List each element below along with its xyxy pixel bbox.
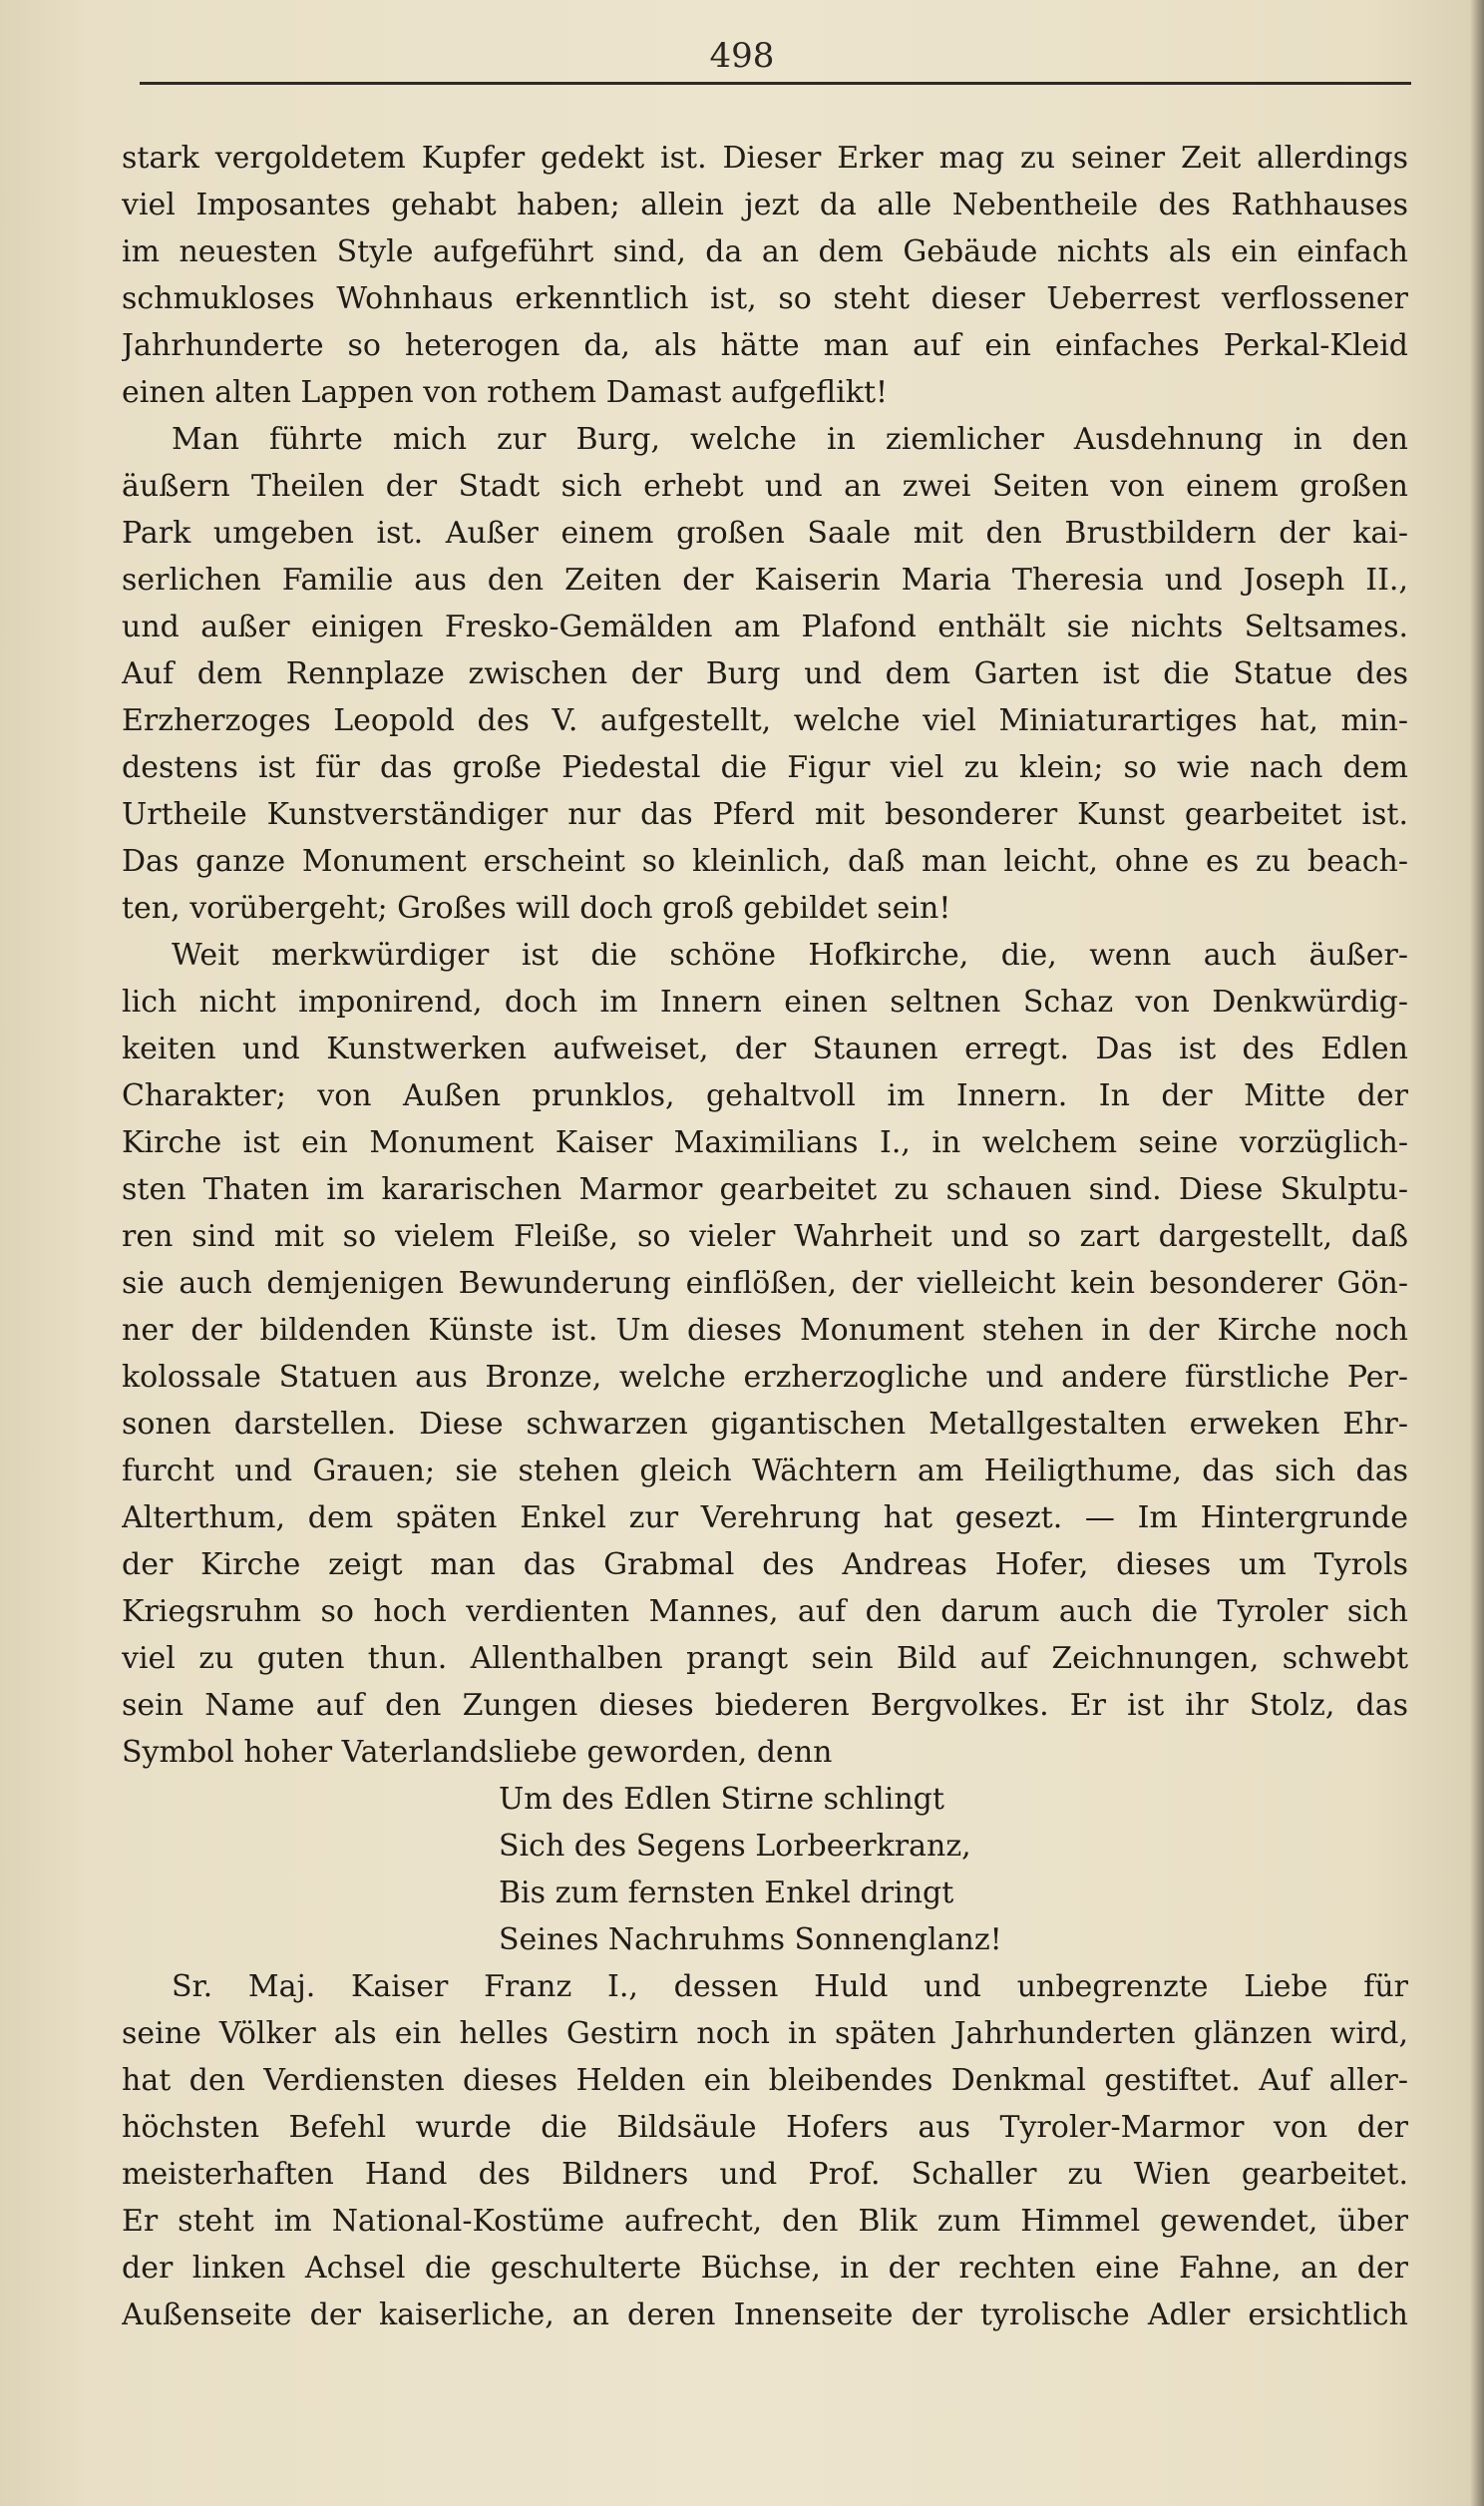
page-number: 498 [709, 36, 775, 76]
text-line: Jahrhunderte so heterogen da, als hätte man auf ein einfaches Perkal-Kleid [122, 328, 1408, 363]
text-line: der linken Achsel die geschulterte Büchse, in der rechten eine Fahne, an der [122, 2251, 1408, 2286]
text-line: ren sind mit so vielem Fleiße, so vieler Wahrheit und so zart dargestellt, daß [122, 1219, 1408, 1254]
text-line: viel Imposantes gehabt haben; allein jezt da alle Nebentheile des Rathhauses [122, 188, 1408, 222]
text-line: der Kirche zeigt man das Grabmal des Andreas Hofer, dieses um Tyrols [122, 1547, 1408, 1582]
text-line: sie auch demjenigen Bewunderung einflößen, der vielleicht kein besonderer Gön- [122, 1266, 1408, 1301]
text-line: seine Völker als ein helles Gestirn noch in späten Jahrhunderten glänzen wird, [122, 2016, 1408, 2051]
text-line: Urtheile Kunstverständiger nur das Pferd mit besonderer Kunst gearbeitet ist. [122, 797, 1408, 832]
text-line: sein Name auf den Zungen dieses biederen Bergvolkes. Er ist ihr Stolz, das [122, 1688, 1408, 1723]
text-line: im neuesten Style aufgeführt sind, da an dem Gebäude nichts als ein einfach [122, 234, 1408, 269]
verse-line: Seines Nachruhms Sonnenglanz! [499, 1922, 1002, 1957]
text-line: Alterthum, dem späten Enkel zur Verehrung hat gesezt. — Im Hintergrunde [122, 1500, 1408, 1535]
text-line: Er steht im National-Kostüme aufrecht, den Blik zum Himmel gewendet, über [122, 2204, 1408, 2239]
text-line: hat den Verdiensten dieses Helden ein bleibendes Denkmal gestiftet. Auf aller- [122, 2063, 1408, 2098]
text-line: äußern Theilen der Stadt sich erhebt und an zwei Seiten von einem großen [122, 469, 1408, 504]
text-line: stark vergoldetem Kupfer gedekt ist. Dieser Erker mag zu seiner Zeit allerdings [122, 141, 1408, 176]
text-line: Symbol hoher Vaterlandsliebe geworden, denn [122, 1735, 833, 1770]
text-line: lich nicht imponirend, doch im Innern einen seltnen Schaz von Denkwürdig- [122, 985, 1408, 1020]
text-line: Kirche ist ein Monument Kaiser Maximilians I., in welchem seine vorzüglich- [122, 1125, 1408, 1160]
text-line: kolossale Statuen aus Bronze, welche erzherzogliche und andere fürstliche Per- [122, 1360, 1408, 1395]
text-line: einen alten Lappen von rothem Damast aufgeflikt! [122, 375, 889, 410]
text-line: sten Thaten im kararischen Marmor gearbeitet zu schauen sind. Diese Skulptu- [122, 1172, 1408, 1207]
text-line: Man führte mich zur Burg, welche in ziemlicher Ausdehnung in den [172, 422, 1408, 457]
text-line: Das ganze Monument erscheint so kleinlich, daß man leicht, ohne es zu beach- [122, 844, 1408, 879]
text-line: höchsten Befehl wurde die Bildsäule Hofers aus Tyroler-Marmor von der [122, 2110, 1408, 2145]
text-line: meisterhaften Hand des Bildners und Prof. Schaller zu Wien gearbeitet. [122, 2157, 1408, 2192]
body-text [122, 135, 1408, 2338]
verse-line: Um des Edlen Stirne schlingt [499, 1782, 944, 1817]
header-rule [140, 82, 1411, 85]
text-line: und außer einigen Fresko-Gemälden am Plafond enthält sie nichts Seltsames. [122, 610, 1408, 644]
text-line: Sr. Maj. Kaiser Franz I., dessen Huld und unbegrenzte Liebe für [172, 1969, 1408, 2004]
text-line: Erzherzoges Leopold des V. aufgestellt, welche viel Miniaturartiges hat, min- [122, 703, 1408, 738]
verse-line: Sich des Segens Lorbeerkranz, [499, 1829, 971, 1864]
text-line: ner der bildenden Künste ist. Um dieses Monument stehen in der Kirche noch [122, 1313, 1408, 1348]
text-line: Park umgeben ist. Außer einem großen Saale mit den Brustbildern der kai- [122, 516, 1408, 551]
text-line: viel zu guten thun. Allenthalben prangt sein Bild auf Zeichnungen, schwebt [122, 1641, 1408, 1676]
text-line: schmukloses Wohnhaus erkenntlich ist, so steht dieser Ueberrest verflossener [122, 281, 1408, 316]
text-line: Charakter; von Außen prunklos, gehaltvoll im Innern. In der Mitte der [122, 1078, 1408, 1113]
text-line: serlichen Familie aus den Zeiten der Kaiserin Maria Theresia und Joseph II., [122, 563, 1408, 598]
text-line: Kriegsruhm so hoch verdienten Mannes, auf den darum auch die Tyroler sich [122, 1594, 1408, 1629]
text-line: ten, vorübergeht; Großes will doch groß gebildet sein! [122, 891, 951, 926]
text-line: Außenseite der kaiserliche, an deren Innenseite der tyrolische Adler ersichtlich [122, 2297, 1408, 2332]
verse-line: Bis zum fernsten Enkel dringt [499, 1876, 954, 1910]
text-line: sonen darstellen. Diese schwarzen gigantischen Metallgestalten erweken Ehr- [122, 1407, 1408, 1442]
text-line: destens ist für das große Piedestal die Figur viel zu klein; so wie nach dem [122, 750, 1408, 785]
text-line: keiten und Kunstwerken aufweiset, der Staunen erregt. Das ist des Edlen [122, 1032, 1408, 1066]
text-line: Auf dem Rennplaze zwischen der Burg und dem Garten ist die Statue des [122, 656, 1408, 691]
text-line: Weit merkwürdiger ist die schöne Hofkirche, die, wenn auch äußer- [172, 938, 1408, 973]
text-line: furcht und Grauen; sie stehen gleich Wächtern am Heiligthume, das sich das [122, 1454, 1408, 1488]
